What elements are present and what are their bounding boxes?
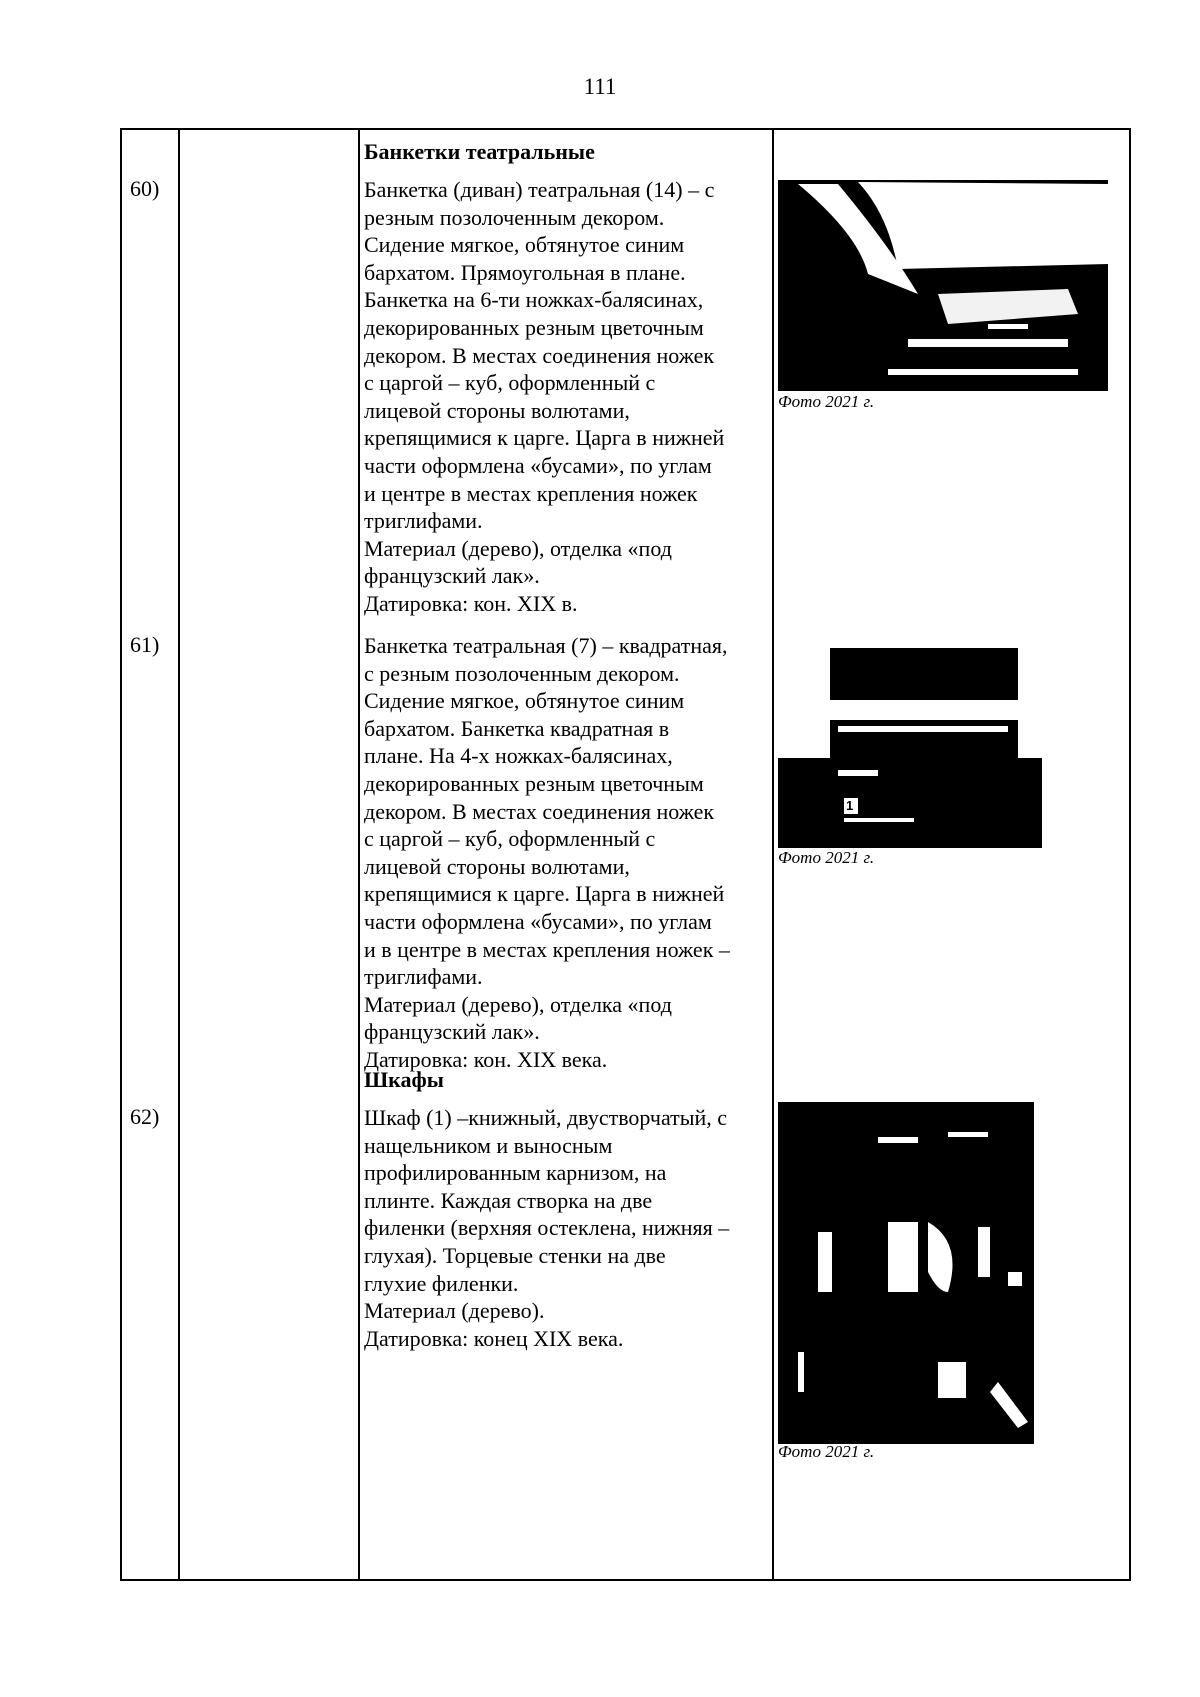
description-line: филенки (верхняя остеклена, нижняя – <box>364 1215 730 1241</box>
description-line: с царгой – куб, оформленный с <box>364 826 656 852</box>
description-line: крепящимися к царге. Царга в нижней <box>364 881 725 907</box>
description-line: Банкетка (диван) театральная (14) – с <box>364 177 715 202</box>
description-line: резным позолоченным декором. <box>364 204 665 230</box>
description-line: плинте. Каждая створка на две <box>364 1187 653 1213</box>
description-line: части оформлена «бусами», по углам <box>364 452 712 478</box>
description-line: триглифами. <box>364 964 483 990</box>
description-line: декорированных резным цветочным <box>364 770 704 796</box>
description-line: глухие филенки. <box>364 1270 519 1296</box>
entry-description <box>364 1104 772 1352</box>
bench-photo <box>778 630 1042 848</box>
description-line: Датировка: конец XIX века. <box>364 1325 624 1351</box>
description-line: французский лак». <box>364 1019 540 1045</box>
column-divider <box>772 130 774 1579</box>
entry-description <box>364 176 772 618</box>
description-line: крепящимися к царге. Царга в нижней <box>364 425 725 451</box>
bench-photo <box>778 174 1108 391</box>
description-line: Банкетка театральная (7) – квадратная, <box>364 633 728 658</box>
description-line: нащельником и выносным <box>364 1132 613 1158</box>
description-line: глухая). Торцевые стенки на две <box>364 1242 666 1268</box>
description-line: декорированных резным цветочным <box>364 314 704 340</box>
description-line: и в центре в местах крепления ножек – <box>364 936 730 962</box>
section-heading: Банкетки театральные <box>364 139 595 164</box>
entry-number: 61) <box>130 632 160 657</box>
description-line: бархатом. Прямоугольная в плане. <box>364 259 686 285</box>
catalog-table <box>120 128 1131 1581</box>
description-line: лицевой стороны волютами, <box>364 397 630 423</box>
description-line: декором. В местах соединения ножек <box>364 342 715 368</box>
photo-caption: Фото 2021 г. <box>778 1442 875 1461</box>
description-line: Датировка: кон. XIX в. <box>364 590 578 616</box>
section-heading: Шкафы <box>364 1067 444 1092</box>
photo-tag: 1 <box>846 798 854 813</box>
column-divider <box>358 130 360 1579</box>
photo-caption: Фото 2021 г. <box>778 392 875 411</box>
description-line: плане. На 4-х ножках-балясинах, <box>364 743 673 769</box>
description-line: Датировка: кон. XIX века. <box>364 1046 608 1072</box>
description-line: с резным позолоченным декором. <box>364 660 680 686</box>
description-line: Материал (дерево), отделка «под <box>364 991 672 1017</box>
description-line: декором. В местах соединения ножек <box>364 798 715 824</box>
description-line: бархатом. Банкетка квадратная в <box>364 715 670 741</box>
cabinet-photo <box>778 1102 1034 1444</box>
description-line: Сидение мягкое, обтянутое синим <box>364 688 685 714</box>
photo-caption: Фото 2021 г. <box>778 848 875 867</box>
description-line: Материал (дерево). <box>364 1298 545 1324</box>
entry-description <box>364 632 772 1074</box>
description-line: Материал (дерево), отделка «под <box>364 535 672 561</box>
description-line: и центре в местах крепления ножек <box>364 480 698 506</box>
description-line: триглифами. <box>364 508 483 534</box>
description-line: части оформлена «бусами», по углам <box>364 908 712 934</box>
description-line: лицевой стороны волютами, <box>364 853 630 879</box>
entry-number: 62) <box>130 1104 160 1129</box>
description-line: французский лак». <box>364 563 540 589</box>
column-divider <box>178 130 180 1579</box>
page-number: 111 <box>583 74 617 99</box>
entry-number: 60) <box>130 176 160 201</box>
description-line: Сидение мягкое, обтянутое синим <box>364 232 685 258</box>
description-line: с царгой – куб, оформленный с <box>364 370 656 396</box>
description-line: Шкаф (1) –книжный, двустворчатый, с <box>364 1105 728 1130</box>
description-line: профилированным карнизом, на <box>364 1160 667 1186</box>
description-line: Банкетка на 6-ти ножках-балясинах, <box>364 287 704 313</box>
